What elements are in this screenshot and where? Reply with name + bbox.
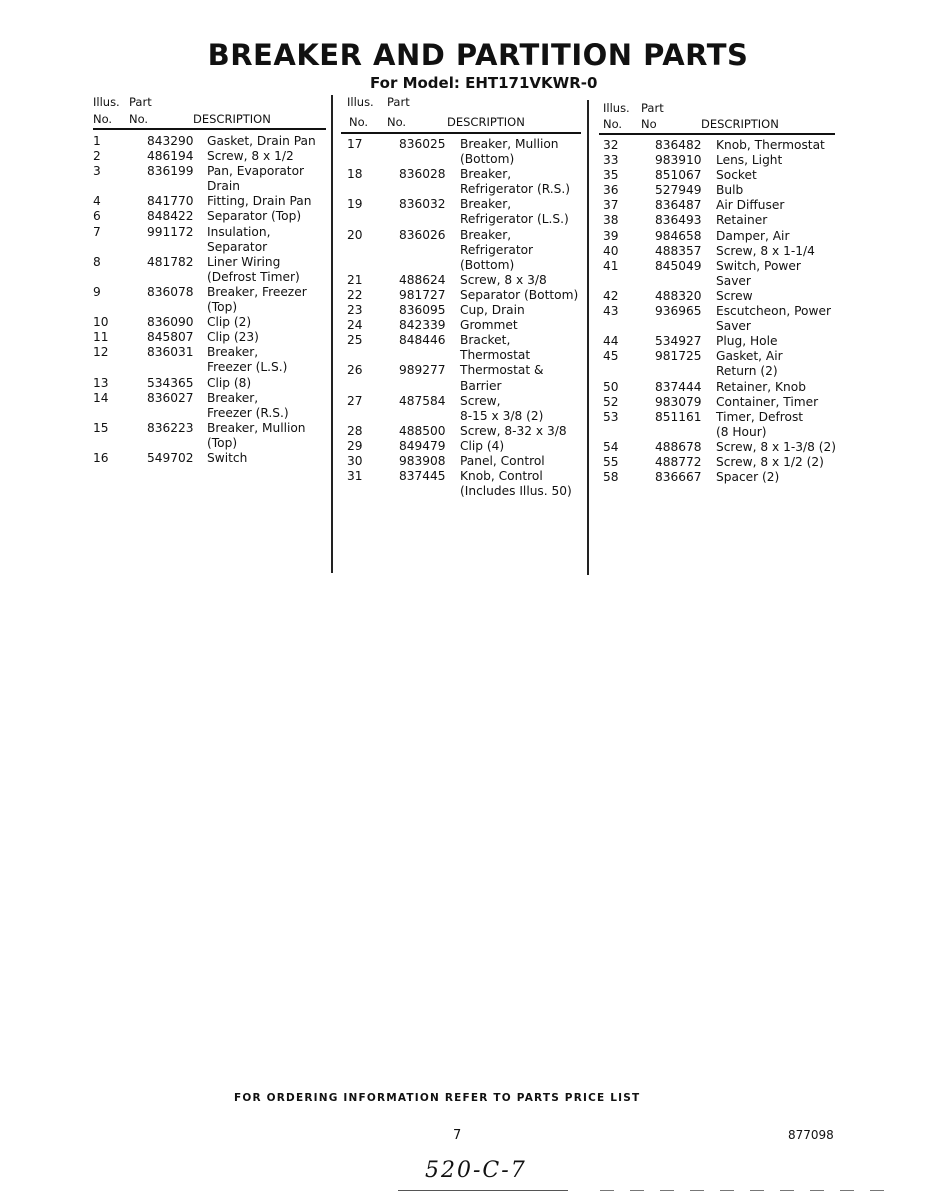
part-description: Thermostat [460,348,531,363]
table-row [603,410,836,440]
table-row [93,164,316,194]
illus-number: 29 [347,438,363,453]
part-description: Screw, 8 x 1/2 [207,149,294,164]
part-number: 837444 [655,379,702,394]
illus-number: 18 [347,167,363,182]
illus-number: 2 [93,149,101,164]
part-description: Breaker, [460,227,512,242]
part-number: 488624 [399,272,446,287]
part-description: Separator [207,239,268,254]
table-row [603,229,836,244]
part-number: 983910 [655,153,702,168]
table-row [603,440,836,455]
part-number: 842339 [399,318,446,333]
part-description: Timer, Defrost [716,409,804,424]
parts-list [603,138,836,485]
header-rule [341,132,581,134]
table-row [603,304,836,334]
illus-number: 36 [603,183,619,198]
table-row [603,198,836,213]
table-row [603,470,836,485]
illus-number: 39 [603,228,619,243]
model-subtitle: For Model: EHT171VKWR-0 [370,74,598,92]
table-row [347,333,578,363]
illus-number: 58 [603,470,619,485]
illus-number: 12 [93,345,109,360]
illus-number: 45 [603,349,619,364]
part-description: (Bottom) [460,152,515,167]
header-description: DESCRIPTION [447,115,525,129]
table-row [603,380,836,395]
illus-number: 13 [93,375,109,390]
part-number: 836026 [399,227,446,242]
part-number: 534365 [147,375,194,390]
table-row [347,363,578,393]
illus-number: 50 [603,379,619,394]
table-row [93,149,316,164]
part-description: Clip (23) [207,330,259,345]
part-number: 837445 [399,469,446,484]
parts-list [93,134,316,466]
part-number: 836031 [147,345,194,360]
illus-number: 26 [347,363,363,378]
part-number: 836090 [147,315,194,330]
part-description: (Includes Illus. 50) [460,484,572,499]
part-description: Clip (4) [460,438,505,453]
table-row [347,454,578,469]
part-description: Retainer, Knob [716,379,806,394]
part-number: 549702 [147,450,194,465]
table-row [347,137,578,167]
table-row [93,285,316,315]
page-number: 7 [453,1128,462,1143]
part-number: 488772 [655,454,702,469]
part-number: 488678 [655,439,702,454]
illus-number: 27 [347,393,363,408]
header-part: Part [129,95,152,109]
part-number: 983079 [655,394,702,409]
part-number: 487584 [399,393,446,408]
illus-number: 55 [603,454,619,469]
illus-number: 7 [93,224,101,239]
part-description: Breaker, [460,197,512,212]
table-row [347,288,578,303]
illus-number: 8 [93,254,101,269]
table-row [603,334,836,349]
part-description: Container, Timer [716,394,819,409]
part-number: 981727 [399,287,446,302]
header-rule [599,133,835,135]
part-description: Gasket, Drain Pan [207,134,316,148]
illus-number: 44 [603,334,619,349]
table-row [93,345,316,375]
part-description: Breaker, [207,345,259,360]
ordering-note: FOR ORDERING INFORMATION REFER TO PARTS PRICE LIST [234,1092,641,1104]
part-description: Gasket, Air [716,349,783,364]
illus-number: 40 [603,243,619,258]
part-description: Screw, 8 x 1-1/4 [716,243,815,258]
part-number: 991172 [147,224,194,239]
table-row [347,197,578,227]
part-description: Clip (2) [207,315,252,330]
scan-artifact-line [398,1190,568,1191]
table-row [603,244,836,259]
table-row [93,421,316,451]
part-description: Freezer (L.S.) [207,360,288,375]
illus-number: 41 [603,258,619,273]
part-description: (Top) [207,300,238,315]
header-illus-no: No. [603,117,623,131]
part-number: 836027 [147,390,194,405]
header-part-no: No [641,117,657,131]
part-description: Breaker, Mullion [460,137,559,151]
part-number: 849479 [399,438,446,453]
illus-number: 20 [347,227,363,242]
table-row [93,330,316,345]
header-rule [93,128,326,130]
illus-number: 25 [347,333,363,348]
table-row [603,153,836,168]
illus-number: 15 [93,420,109,435]
table-row [603,138,836,153]
table-row [347,228,578,273]
part-number: 488357 [655,243,702,258]
part-description: (Bottom) [460,257,515,272]
table-row [603,455,836,470]
table-row [93,391,316,421]
part-number: 486194 [147,149,194,164]
header-illus: Illus. [93,95,120,109]
illus-number: 6 [93,209,101,224]
part-description: Spacer (2) [716,470,780,485]
table-row [93,315,316,330]
table-row [603,213,836,228]
illus-number: 35 [603,168,619,183]
part-description: Liner Wiring [207,254,281,269]
header-illus: Illus. [603,101,630,115]
illus-number: 31 [347,469,363,484]
part-number: 488500 [399,423,446,438]
part-number: 836482 [655,138,702,152]
page-title: BREAKER AND PARTITION PARTS [207,38,749,72]
table-row [93,225,316,255]
part-description: (Defrost Timer) [207,269,300,284]
part-description: Plug, Hole [716,334,778,349]
illus-number: 42 [603,288,619,303]
header-illus: Illus. [347,95,374,109]
handwritten-note: 520-C-7 [425,1158,527,1183]
illus-number: 28 [347,423,363,438]
part-number: 841770 [147,194,194,209]
table-row [347,303,578,318]
part-description: Freezer (R.S.) [207,405,289,420]
header-part-no: No. [129,112,149,126]
illus-number: 23 [347,303,363,318]
illus-number: 3 [93,164,101,179]
part-number: 845807 [147,330,194,345]
table-row [93,255,316,285]
part-number: 851067 [655,168,702,183]
illus-number: 22 [347,287,363,302]
illus-number: 52 [603,394,619,409]
part-number: 836032 [399,197,446,212]
part-description: Refrigerator (L.S.) [460,212,569,227]
part-description: Switch, Power [716,258,801,273]
illus-number: 11 [93,330,109,345]
header-part: Part [387,95,410,109]
header-part-no: No. [387,115,407,129]
part-number: 981725 [655,349,702,364]
part-number: 836493 [655,213,702,228]
table-row [603,183,836,198]
table-row [93,376,316,391]
table-row [93,134,316,149]
table-row [603,349,836,379]
part-number: 836025 [399,137,446,151]
illus-number: 33 [603,153,619,168]
part-number: 836199 [147,164,194,179]
part-description: Return (2) [716,364,778,379]
part-number: 836078 [147,284,194,299]
document-number: 877098 [788,1128,834,1142]
part-number: 936965 [655,304,702,319]
table-row [347,273,578,288]
table-row [347,318,578,333]
illus-number: 21 [347,272,363,287]
part-description: Bulb [716,183,744,198]
part-number: 984658 [655,228,702,243]
illus-number: 10 [93,315,109,330]
part-number: 527949 [655,183,702,198]
table-row [93,209,316,224]
part-description: Saver [716,319,751,334]
illus-number: 9 [93,284,101,299]
part-description: Fitting, Drain Pan [207,194,312,209]
illus-number: 30 [347,453,363,468]
part-number: 836223 [147,420,194,435]
table-row [603,289,836,304]
part-number: 836095 [399,303,446,318]
part-description: Breaker, [207,390,259,405]
part-description: Grommet [460,318,518,333]
part-number: 534927 [655,334,702,349]
table-row [93,194,316,209]
illus-number: 43 [603,304,619,319]
illus-number: 14 [93,390,109,405]
part-description: Air Diffuser [716,198,785,213]
column-divider [587,100,589,575]
part-description: Saver [716,273,751,288]
part-description: Separator (Top) [207,209,302,224]
part-description: (Top) [207,435,238,450]
part-description: Cup, Drain [460,303,525,318]
header-part: Part [641,101,664,115]
part-description: Drain [207,179,240,194]
part-description: Separator (Bottom) [460,287,579,302]
part-number: 836667 [655,470,702,485]
part-number: 989277 [399,363,446,378]
part-description: Damper, Air [716,228,790,243]
illus-number: 32 [603,138,619,152]
part-description: Screw, 8 x 1-3/8 (2) [716,439,837,454]
part-number: 488320 [655,288,702,303]
part-description: 8-15 x 3/8 (2) [460,408,544,423]
table-row [347,439,578,454]
header-illus-no: No. [349,115,369,129]
illus-number: 53 [603,409,619,424]
part-number: 481782 [147,254,194,269]
table-row [347,469,578,499]
part-description: Knob, Thermostat [716,138,825,152]
part-description: Pan, Evaporator [207,164,305,179]
part-description: Panel, Control [460,453,545,468]
part-description: Breaker, Freezer [207,284,307,299]
illus-number: 17 [347,137,363,151]
illus-number: 37 [603,198,619,213]
table-row [603,168,836,183]
part-number: 836487 [655,198,702,213]
part-description: Knob, Control [460,469,543,484]
illus-number: 54 [603,439,619,454]
illus-number: 19 [347,197,363,212]
part-number: 836028 [399,167,446,182]
part-description: Screw, 8 x 1/2 (2) [716,454,824,469]
table-row [93,451,316,466]
part-description: Screw, 8-32 x 3/8 [460,423,567,438]
table-row [603,395,836,410]
illus-number: 24 [347,318,363,333]
header-illus-no: No. [93,112,113,126]
illus-number: 16 [93,450,109,465]
part-description: Insulation, [207,224,271,239]
part-description: Bracket, [460,333,511,348]
part-number: 848422 [147,209,194,224]
header-description: DESCRIPTION [193,112,271,126]
part-description: (8 Hour) [716,424,767,439]
part-description: Refrigerator [460,242,534,257]
table-row [347,424,578,439]
part-description: Refrigerator (R.S.) [460,182,570,197]
part-description: Breaker, [460,167,512,182]
part-description: Screw, 8 x 3/8 [460,272,547,287]
scan-artifact-line [600,1190,900,1191]
part-description: Socket [716,168,757,183]
part-number: 848446 [399,333,446,348]
part-number: 983908 [399,453,446,468]
illus-number: 1 [93,134,101,148]
part-number: 851161 [655,409,702,424]
table-row [603,259,836,289]
illus-number: 38 [603,213,619,228]
table-row [347,394,578,424]
part-description: Thermostat & [460,363,544,378]
part-description: Escutcheon, Power [716,304,831,319]
part-description: Switch [207,450,248,465]
part-description: Lens, Light [716,153,783,168]
part-number: 843290 [147,134,194,148]
table-row [347,167,578,197]
column-divider [331,95,333,573]
part-description: Breaker, Mullion [207,420,306,435]
part-description: Retainer [716,213,768,228]
illus-number: 4 [93,194,101,209]
parts-list [347,137,578,499]
part-number: 845049 [655,258,702,273]
part-description: Screw, [460,393,501,408]
part-description: Barrier [460,378,502,393]
header-description: DESCRIPTION [701,117,779,131]
part-description: Clip (8) [207,375,252,390]
part-description: Screw [716,288,753,303]
